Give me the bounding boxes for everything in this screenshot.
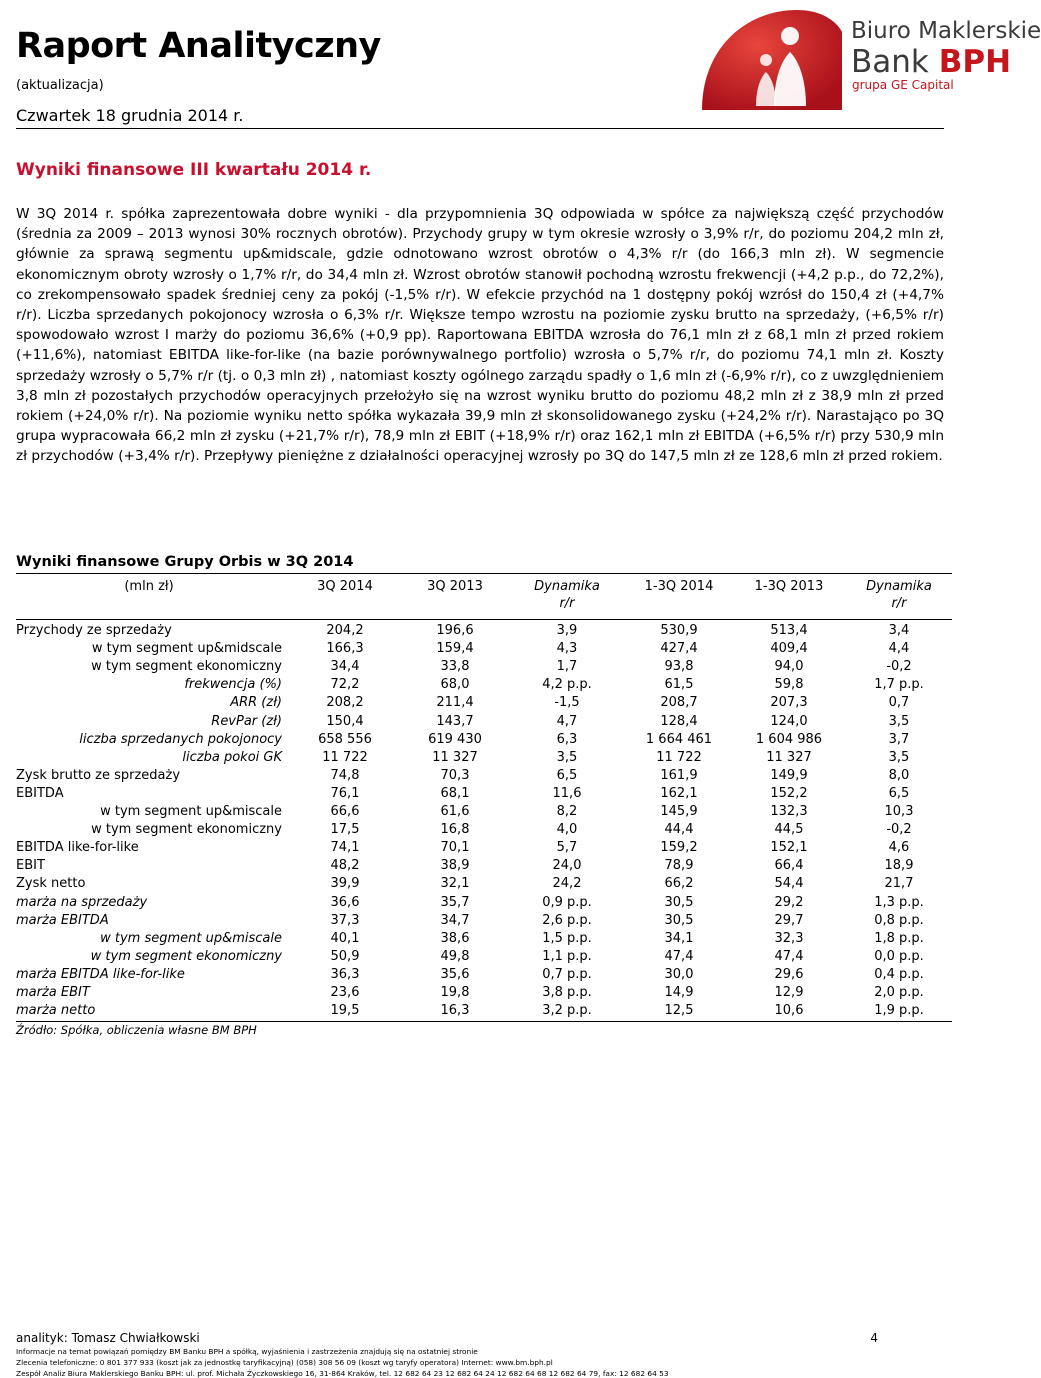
row-value: -0,2: [886, 659, 912, 675]
row-value: -0,2: [886, 822, 912, 838]
row-value: 0,9 p.p.: [542, 894, 592, 910]
col-header: [512, 578, 622, 612]
row-value: 124,0: [770, 713, 808, 729]
row-value: 14,9: [664, 985, 694, 1000]
row-value: 6,5: [888, 785, 910, 801]
row-value: 0,8 p.p.: [874, 912, 924, 928]
row-value: 11 722: [322, 749, 368, 765]
row-label: EBITDA: [16, 785, 64, 801]
table-row: [16, 713, 952, 731]
row-value: 427,4: [660, 641, 698, 657]
table-row: [16, 894, 952, 912]
row-value: 2,6 p.p.: [542, 912, 592, 928]
row-value: 3,5: [556, 749, 578, 765]
row-value: 66,2: [664, 876, 694, 892]
row-value: 12,9: [774, 985, 804, 1000]
logo-line2: [851, 44, 1011, 80]
row-value: 21,7: [884, 876, 914, 892]
row-value: 49,8: [440, 948, 470, 964]
row-value: 3,5: [888, 749, 910, 765]
row-label: Przychody ze sprzedaży: [16, 623, 172, 638]
row-value: 16,3: [440, 1003, 470, 1019]
row-value: 152,2: [770, 785, 808, 801]
row-value: 3,4: [888, 623, 910, 638]
row-value: 4,4: [888, 641, 910, 657]
col-header-main: Dynamika: [866, 579, 932, 594]
row-value: 3,9: [556, 623, 578, 638]
row-value: 1 604 986: [755, 731, 823, 747]
row-value: 1,9 p.p.: [874, 1003, 924, 1019]
table-row: [16, 658, 952, 676]
row-value: 39,9: [330, 876, 360, 892]
table-row: [16, 930, 952, 948]
row-value: 61,5: [664, 677, 694, 693]
row-label: EBITDA like-for-like: [16, 840, 139, 856]
row-value: 29,6: [774, 966, 804, 982]
logo-bph-text: BPH: [938, 44, 1012, 80]
analyst-name: analityk: Tomasz Chwiałkowski: [16, 1331, 200, 1345]
row-value: 149,9: [770, 767, 808, 783]
row-value: 4,2 p.p.: [542, 677, 592, 693]
row-value: 3,5: [888, 713, 910, 729]
row-value: 1,1 p.p.: [542, 948, 592, 964]
row-value: 5,7: [556, 840, 578, 856]
row-value: 0,0 p.p.: [874, 948, 924, 964]
col-header: 1-3Q 2014: [644, 579, 714, 594]
row-label: liczba sprzedanych pokojonocy: [79, 731, 282, 747]
row-value: 8,0: [888, 767, 910, 783]
row-value: 207,3: [770, 695, 808, 711]
row-value: 70,1: [440, 840, 470, 856]
row-value: 32,1: [440, 876, 470, 892]
row-value: 29,2: [774, 894, 804, 910]
row-label: w tym segment up&midscale: [91, 641, 282, 657]
row-value: 54,4: [774, 876, 804, 892]
row-value: 6,3: [556, 731, 578, 747]
page-number: 4: [870, 1331, 878, 1345]
col-header-sub: r/r: [559, 596, 575, 611]
row-value: 211,4: [436, 695, 474, 711]
table-row: [16, 966, 952, 984]
row-value: 30,5: [664, 912, 694, 928]
row-value: 94,0: [774, 659, 804, 675]
row-value: 70,3: [440, 767, 470, 783]
row-value: 2,0 p.p.: [874, 985, 924, 1000]
row-label: Zysk netto: [16, 876, 86, 892]
row-value: 150,4: [326, 713, 364, 729]
footer-address: Zespół Analiz Biura Maklerskiego Banku BPH: ul. prof. Michała Życzkowskiego 16, 31-864 Kraków, tel. 12 682 64 23 12 682 64 24 12 682 64 68 12 682 64 79, fax: 12 682 64 53: [16, 1369, 669, 1378]
row-value: 6,5: [556, 767, 578, 783]
row-label: EBIT: [16, 858, 45, 874]
col-header: 1-3Q 2013: [754, 579, 824, 594]
row-label: marża netto: [16, 1003, 96, 1019]
row-value: 4,7: [556, 713, 578, 729]
row-value: 36,3: [330, 966, 360, 982]
row-value: 8,2: [556, 804, 578, 819]
row-value: 66,6: [330, 804, 360, 819]
row-value: 40,1: [330, 930, 360, 946]
row-value: 44,5: [774, 822, 804, 838]
row-value: 1,3 p.p.: [874, 894, 924, 910]
row-value: 0,7: [888, 695, 910, 711]
table-row: [16, 984, 952, 1002]
body-text: [16, 204, 944, 467]
row-label: marża EBITDA: [16, 912, 109, 928]
row-value: 208,2: [326, 695, 364, 711]
row-label: ARR (zł): [230, 695, 282, 711]
row-value: 68,1: [440, 785, 470, 801]
row-value: 61,6: [440, 804, 470, 819]
table-unit: (mln zł): [124, 579, 174, 594]
row-value: 204,2: [326, 623, 364, 638]
row-value: 38,6: [440, 930, 470, 946]
row-value: 47,4: [774, 948, 804, 964]
footer-disclaimer: Informacje na temat powiązań pomiędzy BM Banku BPH a spółką, wyjaśnienia i zastrzeżenia znajdują się na ostatniej stronie: [16, 1347, 478, 1356]
footer-contact: Zlecenia telefoniczne: 0 801 377 933 (koszt jak za jednostkę taryfikacyjną) (058) 308 56 09 (koszt wg taryfy operatora) Internet: www.bm.bph.pl: [16, 1358, 553, 1367]
row-label: frekwencja (%): [184, 677, 282, 693]
row-value: 3,2 p.p.: [542, 1003, 592, 1019]
table-title: Wyniki finansowe Grupy Orbis w 3Q 2014: [16, 554, 354, 570]
row-label: liczba pokoi GK: [182, 749, 282, 765]
row-value: 530,9: [660, 623, 698, 638]
table-bottom-divider: [16, 1021, 952, 1022]
report-subtitle: (aktualizacja): [16, 78, 104, 93]
row-value: 11 327: [432, 749, 478, 765]
row-value: 1 664 461: [645, 731, 713, 747]
row-value: 208,7: [660, 695, 698, 711]
row-value: 0,4 p.p.: [874, 966, 924, 982]
row-value: 619 430: [428, 731, 482, 747]
row-label: w tym segment up&miscale: [100, 930, 282, 946]
row-value: 513,4: [770, 623, 808, 638]
row-value: 74,1: [330, 840, 360, 856]
row-label: w tym segment up&miscale: [100, 804, 282, 819]
row-value: 16,8: [440, 822, 470, 838]
row-value: 143,7: [436, 713, 474, 729]
table-row: [16, 749, 952, 767]
section-heading: Wyniki finansowe III kwartału 2014 r.: [16, 160, 372, 180]
row-value: 4,3: [556, 641, 578, 657]
row-value: 93,8: [664, 659, 694, 675]
row-value: 59,8: [774, 677, 804, 693]
row-value: 4,0: [556, 822, 578, 838]
row-value: 196,6: [436, 623, 474, 638]
table-row: [16, 857, 952, 875]
row-value: 1,7: [556, 659, 578, 675]
table-row: [16, 640, 952, 658]
row-value: 161,9: [660, 767, 698, 783]
row-label: Zysk brutto ze sprzedaży: [16, 767, 181, 783]
row-label: marża EBIT: [16, 985, 90, 1000]
table-row: [16, 875, 952, 893]
col-header-main: Dynamika: [534, 579, 600, 594]
row-value: 11 327: [766, 749, 812, 765]
row-value: 34,7: [440, 912, 470, 928]
row-value: 30,5: [664, 894, 694, 910]
table-row: [16, 803, 952, 821]
row-value: 17,5: [330, 822, 360, 838]
row-value: 166,3: [326, 641, 364, 657]
row-value: 128,4: [660, 713, 698, 729]
row-value: 1,7 p.p.: [874, 677, 924, 693]
table-row: [16, 948, 952, 966]
table-row: [16, 785, 952, 803]
table-row: [16, 694, 952, 712]
table-row: [16, 767, 952, 785]
row-value: 23,6: [330, 985, 360, 1000]
row-value: 74,8: [330, 767, 360, 783]
table-row: [16, 821, 952, 839]
row-value: 34,1: [664, 930, 694, 946]
row-value: 24,0: [552, 858, 582, 874]
col-header: 3Q 2014: [317, 579, 373, 594]
row-value: 66,4: [774, 858, 804, 874]
bm-bph-logo: [662, 2, 1041, 110]
row-value: 47,4: [664, 948, 694, 964]
row-value: 38,9: [440, 858, 470, 874]
row-value: 18,9: [884, 858, 914, 874]
row-value: 162,1: [660, 785, 698, 801]
row-value: 19,8: [440, 985, 470, 1000]
row-value: 1,5 p.p.: [542, 930, 592, 946]
row-value: 10,6: [774, 1003, 804, 1019]
table-header-divider: [16, 619, 952, 620]
row-label: w tym segment ekonomiczny: [90, 948, 282, 964]
row-value: -1,5: [554, 695, 580, 711]
table-row: [16, 676, 952, 694]
col-header: 3Q 2013: [427, 579, 483, 594]
col-header-sub: r/r: [891, 596, 907, 611]
row-value: 12,5: [664, 1003, 694, 1019]
row-value: 0,7 p.p.: [542, 966, 592, 982]
row-label: marża EBITDA like-for-like: [16, 966, 185, 982]
header-divider: [16, 128, 944, 129]
row-value: 11,6: [552, 785, 582, 801]
row-value: 32,3: [774, 930, 804, 946]
row-value: 3,8 p.p.: [542, 985, 592, 1000]
row-value: 145,9: [660, 804, 698, 819]
row-value: 658 556: [318, 731, 372, 747]
table-source: Źródło: Spółka, obliczenia własne BM BPH: [16, 1023, 257, 1037]
row-value: 30,0: [664, 966, 694, 982]
body-paragraph: W 3Q 2014 r. spółka zaprezentowała dobre wyniki - dla przypomnienia 3Q odpowiada w spółce za największą część przychodów (średnia za 2009 – 2013 wynosi 30% rocznych obrotów). Przychody grupy w tym okresie wzrosły o 3,9% r/r, do poziomu 204,2 mln zł, głównie za sprawą segmentu up&midscale, gdzie odnotowano wzrost obrotów o 4,3% r/r (do 166,3 mln zł). W segmencie ekonomicznym obroty wzrosły o 1,7% r/r, do 34,4 mln zł. Wzrost obrotów stanowił pochodną wzrostu frekwencji (+4,2 p.p., do 72,2%), co zrekompensowało spadek średniej ceny za pokój (-1,5% r/r). W efekcie przychód na 1 dostępny pokój wzrósł do 150,4 zł (+4,7% r/r). Liczba sprzedanych pokojonocy wzrosła o 6,3% r/r. Większe tempo wzrostu na poziomie zysku brutto na sprzedaży, (+6,5% r/r) spowodowało wzrost I marży do poziomu 36,6% (+0,9 pp). Raportowana EBITDA wzrosła do 76,1 mln zł z 68,1 mln zł przed rokiem (+11,6%), natomiast EBITDA like-for-like (na bazie porównywalnego portfolio) wzrosła o 5,7% r/r, do poziomu 74,1 mln zł. Koszty sprzedaży wzrosły o 5,7% r/r (tj. o 0,3 mln zł) , natomiast koszty ogólnego zarządu spadły o 1,6 mln zł (-6,9% r/r), co z uwzględnieniem 3,8 mln zł pozostałych przychodów operacyjnych przełożyło się na wzrost wyniku brutto do poziomu 48,2 mln zł z 38,9 mln zł przed rokiem (+24,0% r/r). Na poziomie wyniku netto spółka wykazała 39,9 mln zł skonsolidowanego zysku (+24,2% r/r). Narastająco po 3Q grupa wypracowała 66,2 mln zł zysku (+21,7% r/r), 78,9 mln zł EBIT (+18,9% r/r) oraz 162,1 mln zł EBITDA (+6,5% r/r) przy 530,9 mln zł przychodów (+3,4% r/r). Przepływy pieniężne z działalności operacyjnej wzrosły po 3Q do 147,5 mln zł ze 128,6 mln zł przed rokiem.: [16, 206, 944, 465]
logo-line1: Biuro Maklerskie: [851, 18, 1041, 44]
row-value: 1,8 p.p.: [874, 930, 924, 946]
row-value: 10,3: [884, 804, 914, 819]
logo-bank-text: Bank: [851, 44, 939, 80]
row-value: 19,5: [330, 1003, 360, 1019]
row-value: 36,6: [330, 894, 360, 910]
row-value: 11 722: [656, 749, 702, 765]
row-value: 152,1: [770, 840, 808, 856]
row-value: 78,9: [664, 858, 694, 874]
report-title: Raport Analityczny: [16, 26, 381, 66]
row-value: 35,7: [440, 894, 470, 910]
row-value: 132,3: [770, 804, 808, 819]
row-value: 4,6: [888, 840, 910, 856]
row-value: 159,4: [436, 641, 474, 657]
table-row: [16, 912, 952, 930]
table-title-divider: [16, 573, 952, 574]
row-value: 34,4: [330, 659, 360, 675]
row-value: 35,6: [440, 966, 470, 982]
table-row: [16, 1002, 952, 1020]
row-value: 409,4: [770, 641, 808, 657]
row-value: 33,8: [440, 659, 470, 675]
table-row: [16, 731, 952, 749]
row-value: 29,7: [774, 912, 804, 928]
row-value: 72,2: [330, 677, 360, 693]
row-value: 37,3: [330, 912, 360, 928]
table-row: [16, 622, 952, 640]
row-value: 24,2: [552, 876, 582, 892]
row-label: w tym segment ekonomiczny: [91, 822, 282, 838]
row-value: 44,4: [664, 822, 694, 838]
logo-line3: grupa GE Capital: [852, 78, 954, 92]
bph-emblem-icon: [662, 2, 842, 110]
row-value: 50,9: [330, 948, 360, 964]
row-value: 68,0: [440, 677, 470, 693]
table-row: [16, 839, 952, 857]
row-value: 3,7: [888, 731, 910, 747]
report-date: Czwartek 18 grudnia 2014 r.: [16, 106, 244, 125]
row-value: 76,1: [330, 785, 360, 801]
row-value: 159,2: [660, 840, 698, 856]
col-header: [844, 578, 954, 612]
row-label: w tym segment ekonomiczny: [91, 659, 282, 675]
row-value: 48,2: [330, 858, 360, 874]
row-label: RevPar (zł): [211, 713, 282, 729]
row-label: marża na sprzedaży: [16, 894, 148, 910]
